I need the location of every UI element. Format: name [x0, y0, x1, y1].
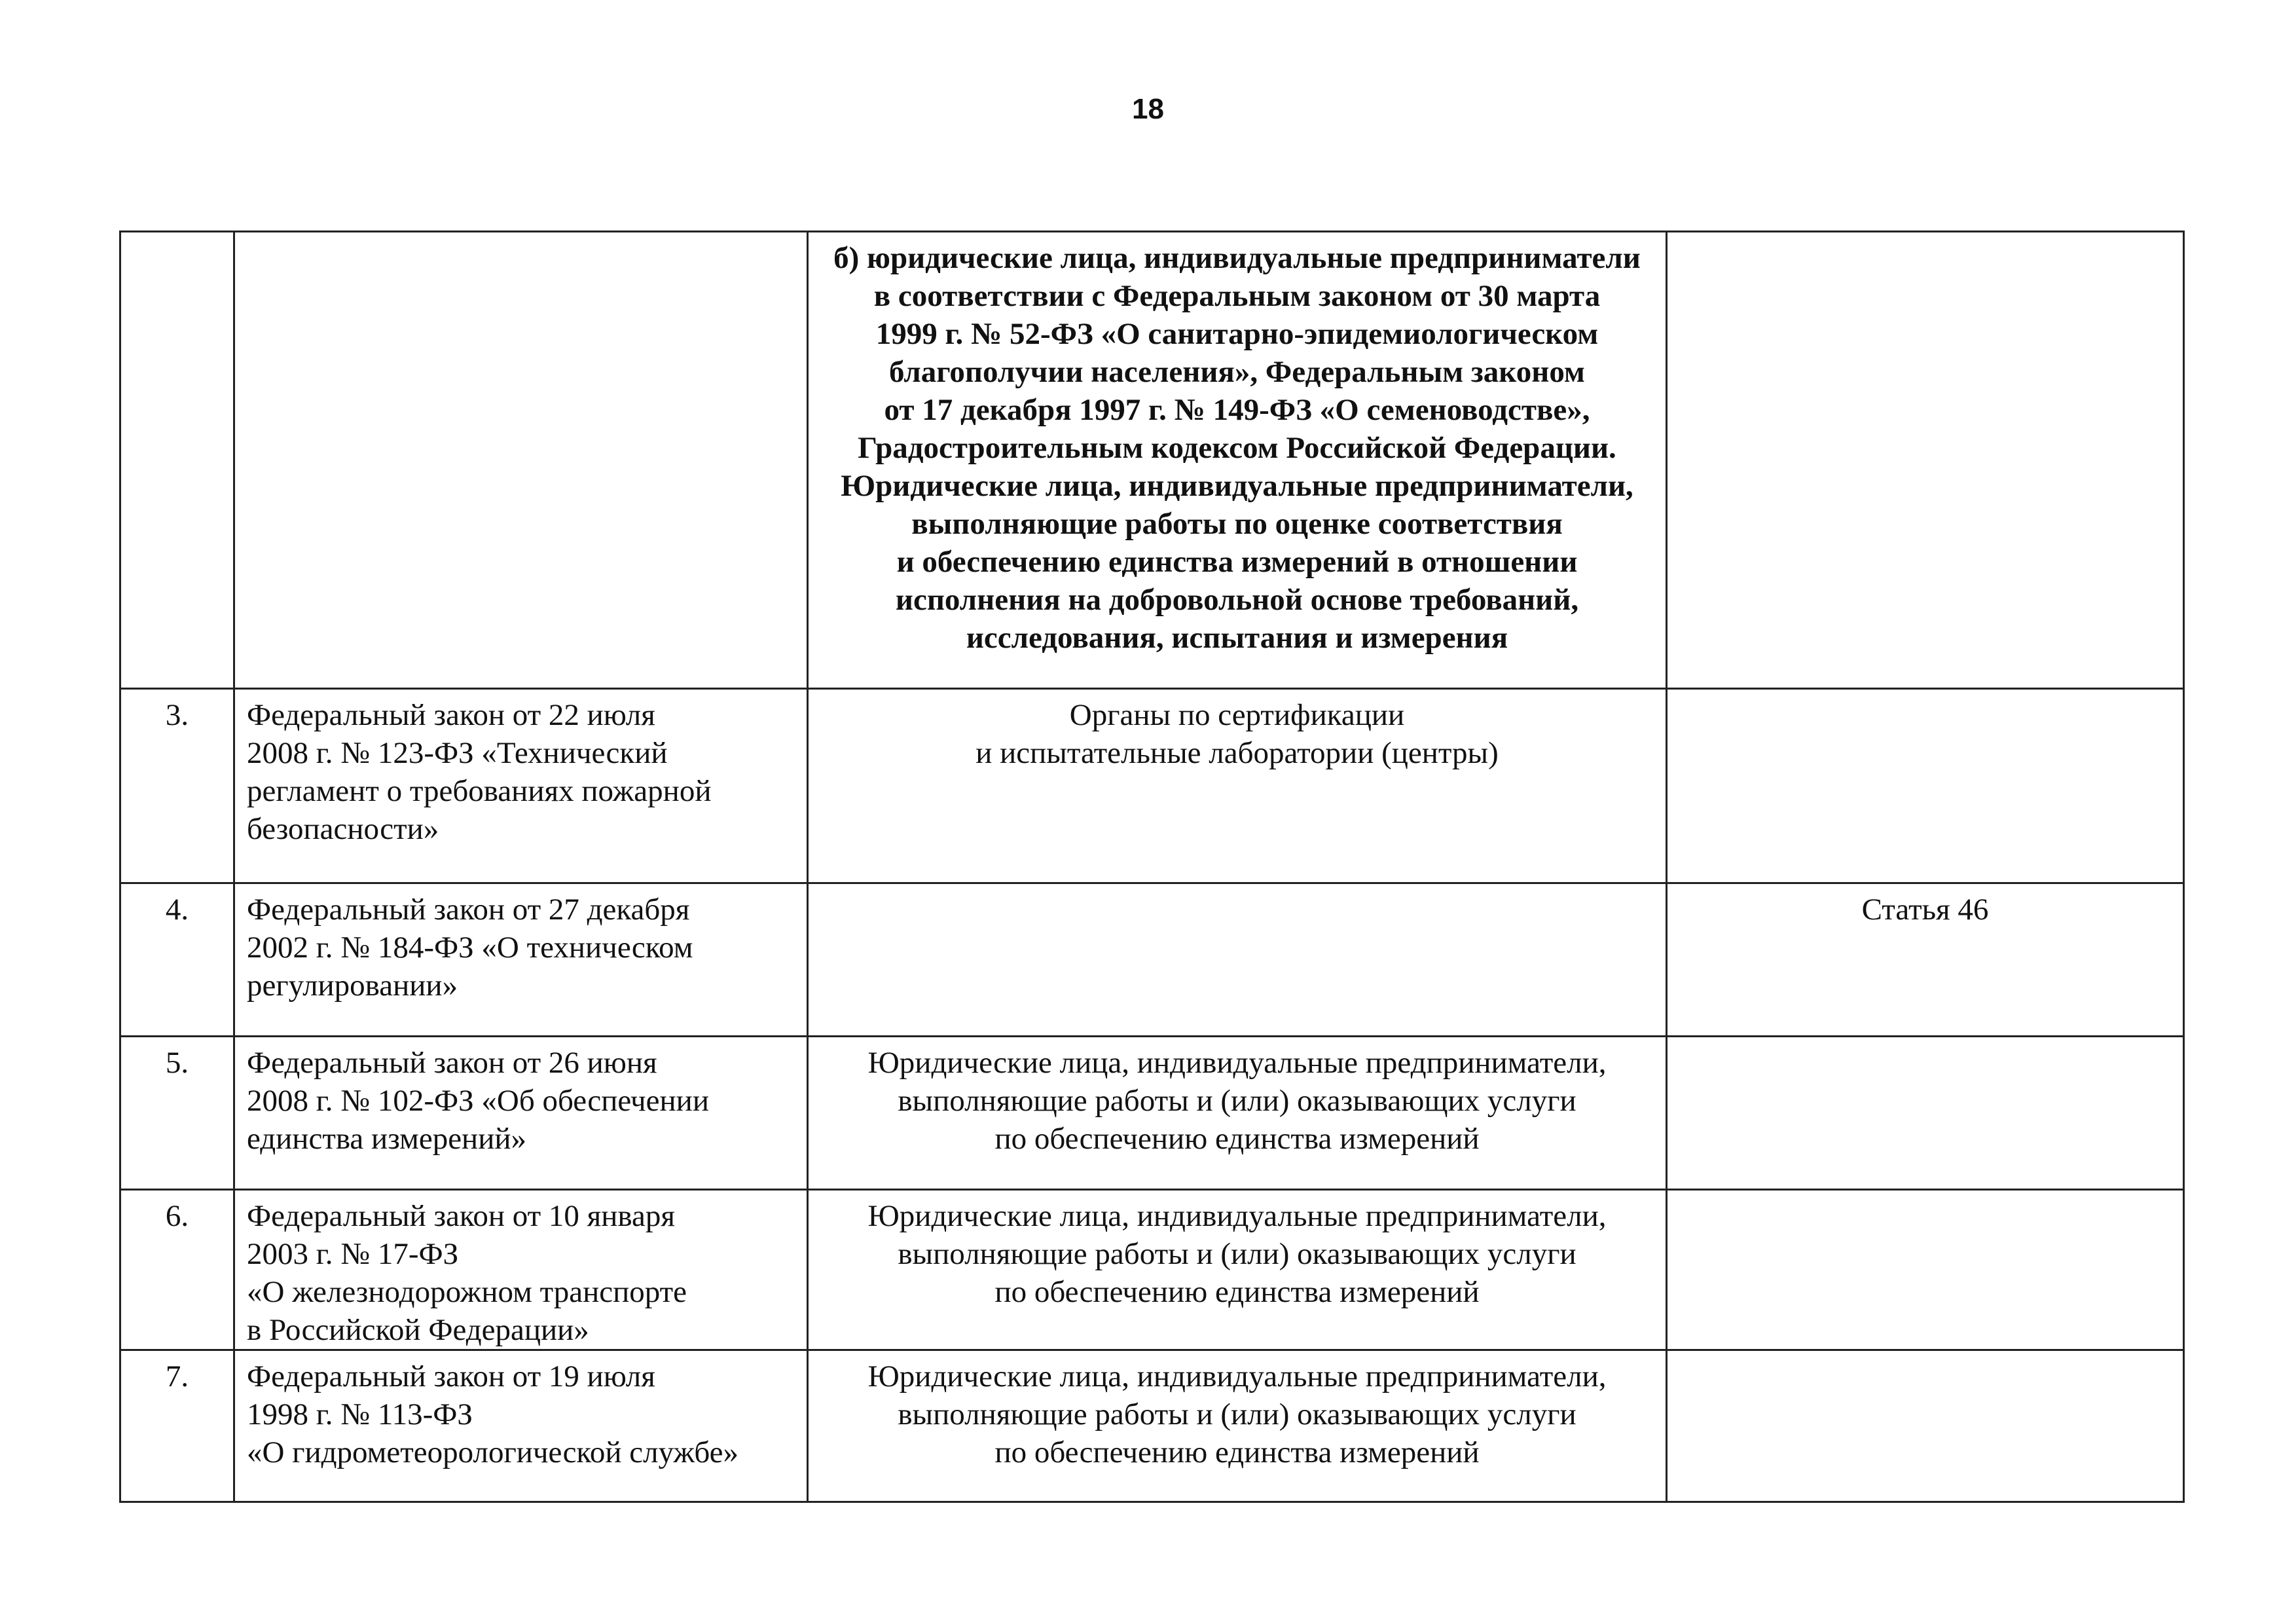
text-line: Федеральный закон от 19 июля	[247, 1359, 655, 1393]
text-line: выполняющие работы и (или) оказывающих услуги	[898, 1237, 1576, 1271]
article-ref	[1667, 1190, 2184, 1350]
regulated-entities	[808, 883, 1667, 1037]
text-line: Федеральный закон от 26 июня	[247, 1046, 657, 1080]
table-row	[120, 1350, 2184, 1502]
text-line: от 17 декабря 1997 г. № 149-ФЗ «О семеноводстве»,	[884, 393, 1590, 427]
law-title	[234, 883, 808, 1037]
text-line: 2002 г. № 184-ФЗ «О техническом	[247, 931, 693, 965]
regulated-entities	[808, 1350, 1667, 1502]
text-line: по обеспечению единства измерений	[994, 1435, 1480, 1469]
law-title	[234, 689, 808, 883]
law-title	[234, 1037, 808, 1190]
table-row	[120, 232, 2184, 689]
text-line: «О гидрометеорологической службе»	[247, 1435, 738, 1469]
text-line: единства измерений»	[247, 1122, 527, 1156]
regulated-entities	[808, 232, 1667, 689]
text-line: безопасности»	[247, 812, 439, 846]
text-line: по обеспечению единства измерений	[994, 1122, 1480, 1156]
text-line: исследования, испытания и измерения	[966, 621, 1508, 655]
text-line: регламент о требованиях пожарной	[247, 774, 712, 808]
regulated-entities	[808, 1037, 1667, 1190]
text-line: Органы по сертификации	[1069, 698, 1405, 732]
text-line: 1999 г. № 52-ФЗ «О санитарно-эпидемиологическом	[875, 317, 1599, 351]
table-row	[120, 1190, 2184, 1350]
article-ref	[1667, 232, 2184, 689]
text-line: и испытательные лаборатории (центры)	[975, 736, 1499, 770]
law-title	[234, 1190, 808, 1350]
article-ref	[1667, 1037, 2184, 1190]
law-title	[234, 232, 808, 689]
text-line: б) юридические лица, индивидуальные предприниматели	[833, 241, 1641, 275]
text-line: Юридические лица, индивидуальные предприниматели,	[841, 469, 1633, 503]
text-line: выполняющие работы и (или) оказывающих услуги	[898, 1084, 1576, 1118]
row-number: 6.	[120, 1190, 234, 1350]
text-line: в соответствии с Федеральным законом от 30 марта	[873, 279, 1601, 313]
article-ref	[1667, 689, 2184, 883]
text-line: Градостроительным кодексом Российской Федерации.	[858, 431, 1616, 465]
text-line: 2008 г. № 123-ФЗ «Технический	[247, 736, 668, 770]
regulated-entities	[808, 1190, 1667, 1350]
article-ref: Статья 46	[1667, 883, 2184, 1037]
text-line: выполняющие работы по оценке соответствия	[911, 507, 1563, 541]
text-line: Юридические лица, индивидуальные предприниматели,	[867, 1359, 1607, 1393]
text-line: по обеспечению единства измерений	[994, 1275, 1480, 1309]
row-number: 3.	[120, 689, 234, 883]
row-number: 5.	[120, 1037, 234, 1190]
text-line: 2003 г. № 17-ФЗ	[247, 1237, 459, 1271]
text-line: 1998 г. № 113-ФЗ	[247, 1397, 473, 1431]
text-line: «О железнодорожном транспорте	[247, 1275, 687, 1309]
text-line: Федеральный закон от 10 января	[247, 1199, 675, 1233]
table-row	[120, 883, 2184, 1037]
text-line: Федеральный закон от 27 декабря	[247, 893, 690, 927]
article-ref	[1667, 1350, 2184, 1502]
text-line: и обеспечению единства измерений в отношении	[896, 545, 1578, 579]
text-line: 2008 г. № 102-ФЗ «Об обеспечении	[247, 1084, 709, 1118]
table-row	[120, 1037, 2184, 1190]
text-line: Юридические лица, индивидуальные предприниматели,	[867, 1199, 1607, 1233]
text-line: регулировании»	[247, 969, 458, 1003]
table-row	[120, 689, 2184, 883]
text-line: благополучии населения», Федеральным законом	[889, 355, 1585, 389]
regulations-table	[119, 231, 2185, 1503]
text-line: исполнения на добровольной основе требований,	[895, 583, 1579, 617]
text-line: выполняющие работы и (или) оказывающих услуги	[898, 1397, 1576, 1431]
row-number: 4.	[120, 883, 234, 1037]
row-number: 7.	[120, 1350, 234, 1502]
row-number	[120, 232, 234, 689]
text-line: в Российской Федерации»	[247, 1313, 589, 1347]
text-line: Юридические лица, индивидуальные предприниматели,	[867, 1046, 1607, 1080]
text-line: Федеральный закон от 22 июля	[247, 698, 655, 732]
page-number: 18	[1132, 93, 1164, 125]
law-title	[234, 1350, 808, 1502]
regulated-entities	[808, 689, 1667, 883]
